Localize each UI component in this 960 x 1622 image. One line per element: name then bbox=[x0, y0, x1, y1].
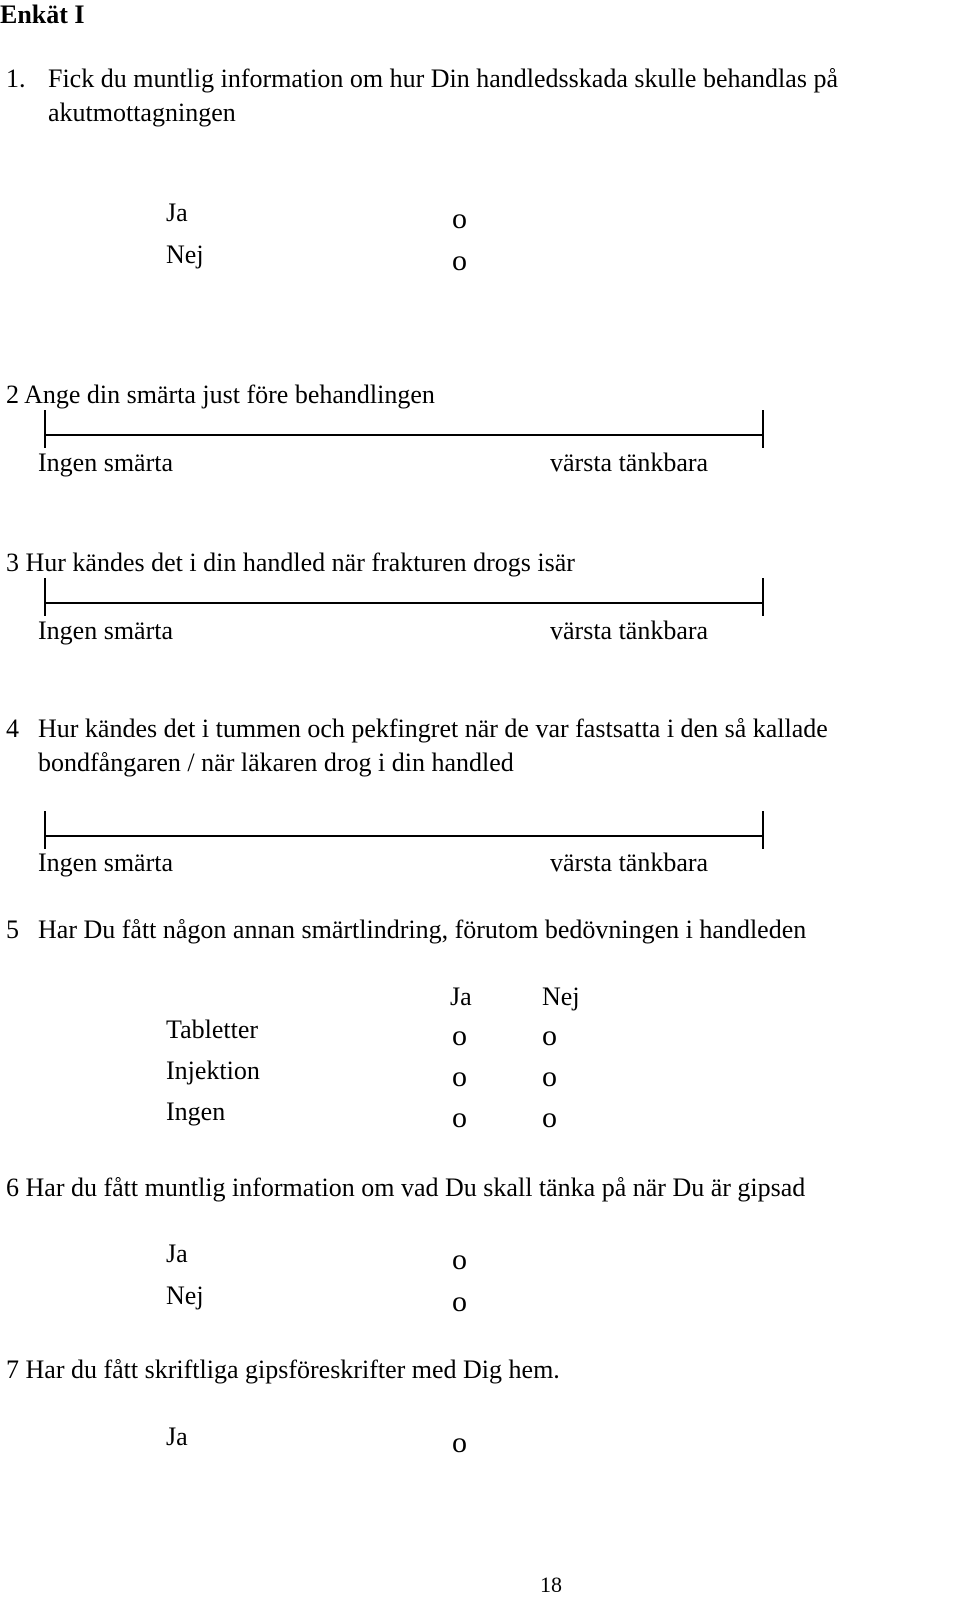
q4-scale-left-tick bbox=[44, 811, 46, 849]
q5-row-injektion-no-radio[interactable]: o bbox=[542, 1060, 557, 1093]
q4-left-label: Ingen smärta bbox=[38, 848, 174, 877]
q4-scale-right-tick bbox=[762, 811, 764, 849]
q5-row-tabletter-no-radio[interactable]: o bbox=[542, 1019, 557, 1052]
q1-option-no-radio[interactable]: o bbox=[452, 244, 467, 277]
q1-number: 1. bbox=[6, 64, 26, 93]
q3-scale-left-tick bbox=[44, 578, 46, 616]
q6-option-yes-radio[interactable]: o bbox=[452, 1243, 467, 1276]
q3-pain-scale[interactable] bbox=[44, 578, 764, 614]
q7-option-yes-label: Ja bbox=[166, 1422, 188, 1451]
q3-text: 3 Hur kändes det i din handled när frakturen drogs isär bbox=[6, 548, 575, 577]
q3-scale-line[interactable] bbox=[44, 602, 764, 604]
q5-col-no-header: Nej bbox=[542, 982, 580, 1011]
q4-right-label: värsta tänkbara bbox=[550, 848, 709, 877]
q1-option-no-label: Nej bbox=[166, 240, 204, 269]
q5-row-ingen-yes-radio[interactable]: o bbox=[452, 1101, 467, 1134]
q1-option-yes-label: Ja bbox=[166, 198, 188, 227]
q2-pain-scale[interactable] bbox=[44, 410, 764, 446]
q2-left-label: Ingen smärta bbox=[38, 448, 174, 477]
q3-right-label: värsta tänkbara bbox=[550, 616, 709, 645]
q3-scale-right-tick bbox=[762, 578, 764, 616]
q2-right-label: värsta tänkbara bbox=[550, 448, 709, 477]
q5-row-tabletter-yes-radio[interactable]: o bbox=[452, 1019, 467, 1052]
q4-number: 4 bbox=[6, 714, 19, 743]
page-number: 18 bbox=[540, 1572, 562, 1597]
q5-row-ingen-label: Ingen bbox=[166, 1097, 226, 1126]
q7-text: 7 Har du fått skriftliga gipsföreskrifter med Dig hem. bbox=[6, 1355, 560, 1384]
q5-col-yes-header: Ja bbox=[450, 982, 472, 1011]
q3-left-label: Ingen smärta bbox=[38, 616, 174, 645]
q5-text: Har Du fått någon annan smärtlindring, förutom bedövningen i handleden bbox=[38, 915, 807, 944]
q4-pain-scale[interactable] bbox=[44, 811, 764, 847]
q6-option-no-label: Nej bbox=[166, 1281, 204, 1310]
q4-scale-line[interactable] bbox=[44, 835, 764, 837]
page-title: Enkät I bbox=[0, 0, 85, 29]
q2-scale-line[interactable] bbox=[44, 434, 764, 436]
q5-number: 5 bbox=[6, 915, 19, 944]
q5-row-injektion-label: Injektion bbox=[166, 1056, 260, 1085]
q6-text: 6 Har du fått muntlig information om vad Du skall tänka på när Du är gipsad bbox=[6, 1173, 806, 1202]
q1-option-yes-radio[interactable]: o bbox=[452, 202, 467, 235]
q4-text-line1: Hur kändes det i tummen och pekfingret när de var fastsatta i den så kallade bbox=[38, 714, 828, 743]
q5-row-tabletter-label: Tabletter bbox=[166, 1015, 259, 1044]
q1-text-line2: akutmottagningen bbox=[48, 98, 236, 127]
q6-option-no-radio[interactable]: o bbox=[452, 1285, 467, 1318]
q2-text: 2 Ange din smärta just före behandlingen bbox=[6, 380, 435, 409]
q6-option-yes-label: Ja bbox=[166, 1239, 188, 1268]
q5-row-injektion-yes-radio[interactable]: o bbox=[452, 1060, 467, 1093]
q4-text-line2: bondfångaren / när läkaren drog i din handled bbox=[38, 748, 514, 777]
q5-row-ingen-no-radio[interactable]: o bbox=[542, 1101, 557, 1134]
q2-scale-left-tick bbox=[44, 410, 46, 448]
q1-text-line1: Fick du muntlig information om hur Din handledsskada skulle behandlas på bbox=[48, 64, 838, 93]
q2-scale-right-tick bbox=[762, 410, 764, 448]
q7-option-yes-radio[interactable]: o bbox=[452, 1426, 467, 1459]
